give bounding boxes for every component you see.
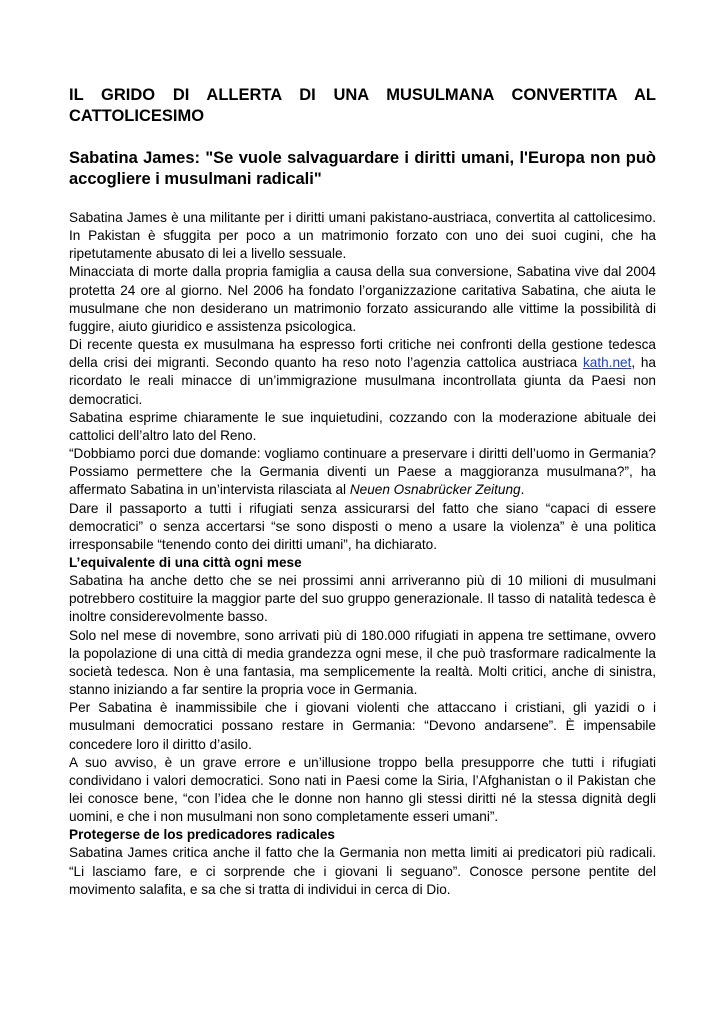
paragraph-text: . (520, 482, 525, 498)
kath-net-link[interactable]: kath.net (582, 355, 632, 371)
article-body (69, 209, 656, 899)
paragraph: A suo avviso, è un grave errore e un’illusione troppo bella presupporre che tutti i rifugiati condividano i valori democratici. Sono nati in Paesi come la Siria, l’Afghanistan o il Pakistan che lei conosce bene, “con l’idea che le donne non hanno gli stessi diritti né la stessa dignità degli uomini, e che i non musulmani non sono completamente esseri umani”. (69, 754, 656, 825)
paragraph: Solo nel mese di novembre, sono arrivati più di 180.000 rifugiati in appena tre settimane, ovvero la popolazione di una città di media grandezza ogni mese, il che può trasformare radicalmente la società tedesca. Non è una fantasia, ma semplicemente la realtà. Molti critici, anche di sinistra, stanno iniziando a far sentire la propria voce in Germania. (69, 627, 656, 698)
paragraph-text: “Dobbiamo porci due domande: vogliamo continuare a preservare i diritti dell’uomo in Germania? Possiamo permettere che la Germania diventi un Paese a maggioranza musulmana?”, ha affermato Sabatina in un’intervista rilasciata al (69, 446, 656, 498)
paragraph-text: , ha ricordato le reali minacce di un’immigrazione musulmana incontrollata giunta da Paesi non democratici. (69, 355, 656, 407)
paragraph: Sabatina James è una militante per i diritti umani pakistano-austriaca, convertita al cattolicesimo. In Pakistan è sfuggita per poco a un matrimonio forzato con uno dei suoi cugini, che ha ripetutamente abusato di lei a livello sessuale. (69, 210, 656, 262)
paragraph (69, 336, 656, 409)
section-heading: Protegerse de los predicadores radicales (69, 827, 335, 843)
paragraph: Sabatina ha anche detto che se nei prossimi anni arriveranno più di 10 milioni di musulmani potrebbero costituire la maggior parte del suo gruppo generazionale. Il tasso di natalità tedesca è inoltre considerevolmente basso. (69, 573, 656, 625)
newspaper-name: Neuen Osnabrücker Zeitung (349, 482, 521, 498)
paragraph: Per Sabatina è inammissibile che i giovani violenti che attaccano i cristiani, gli yazidi o i musulmani democratici possano restare in Germania: “Devono andarsene”. È impensabile concedere loro il diritto d’asilo. (69, 700, 656, 752)
paragraph: Sabatina esprime chiaramente le sue inquietudini, cozzando con la moderazione abituale dei cattolici dell’altro lato del Reno. (69, 409, 656, 443)
paragraph-text: Di recente questa ex musulmana ha espresso forti critiche nei confronti della gestione tedesca della crisi dei migranti. Secondo quanto ha reso noto l’agenzia cattolica austriaca (69, 337, 656, 371)
section-heading: L’equivalente di una città ogni mese (69, 554, 302, 570)
article-subtitle: Sabatina James: "Se vuole salvaguardare i diritti umani, l'Europa non può accogliere i musulmani radicali" (69, 149, 656, 188)
paragraph: Dare il passaporto a tutti i rifugiati senza assicurarsi del fatto che siano “capaci di essere democratici” o senza accertarsi “se sono disposti o meno a usare la violenza” è una politica irresponsabile “tenendo conto dei diritti umani”, ha dichiarato. (69, 500, 656, 552)
paragraph: Sabatina James critica anche il fatto che la Germania non metta limiti ai predicatori più radicali. “Li lasciamo fare, e ci sorprende che i giovani li seguano”. Conosce persone pentite del movimento salafita, e sa che si tratta di individui in cerca di Dio. (69, 845, 656, 897)
article-title: IL GRIDO DI ALLERTA DI UNA MUSULMANA CONVERTITA AL CATTOLICESIMO (69, 86, 656, 125)
paragraph: Minacciata di morte dalla propria famiglia a causa della sua conversione, Sabatina vive dal 2004 protetta 24 ore al giorno. Nel 2006 ha fondato l’organizzazione caritativa Sabatina, che aiuta le musulmane che non desiderano un matrimonio forzato assicurando alle vittime la possibilità di fuggire, aiuto giuridico e assistenza psicologica. (69, 264, 656, 334)
paragraph (69, 445, 656, 499)
article (69, 85, 656, 899)
